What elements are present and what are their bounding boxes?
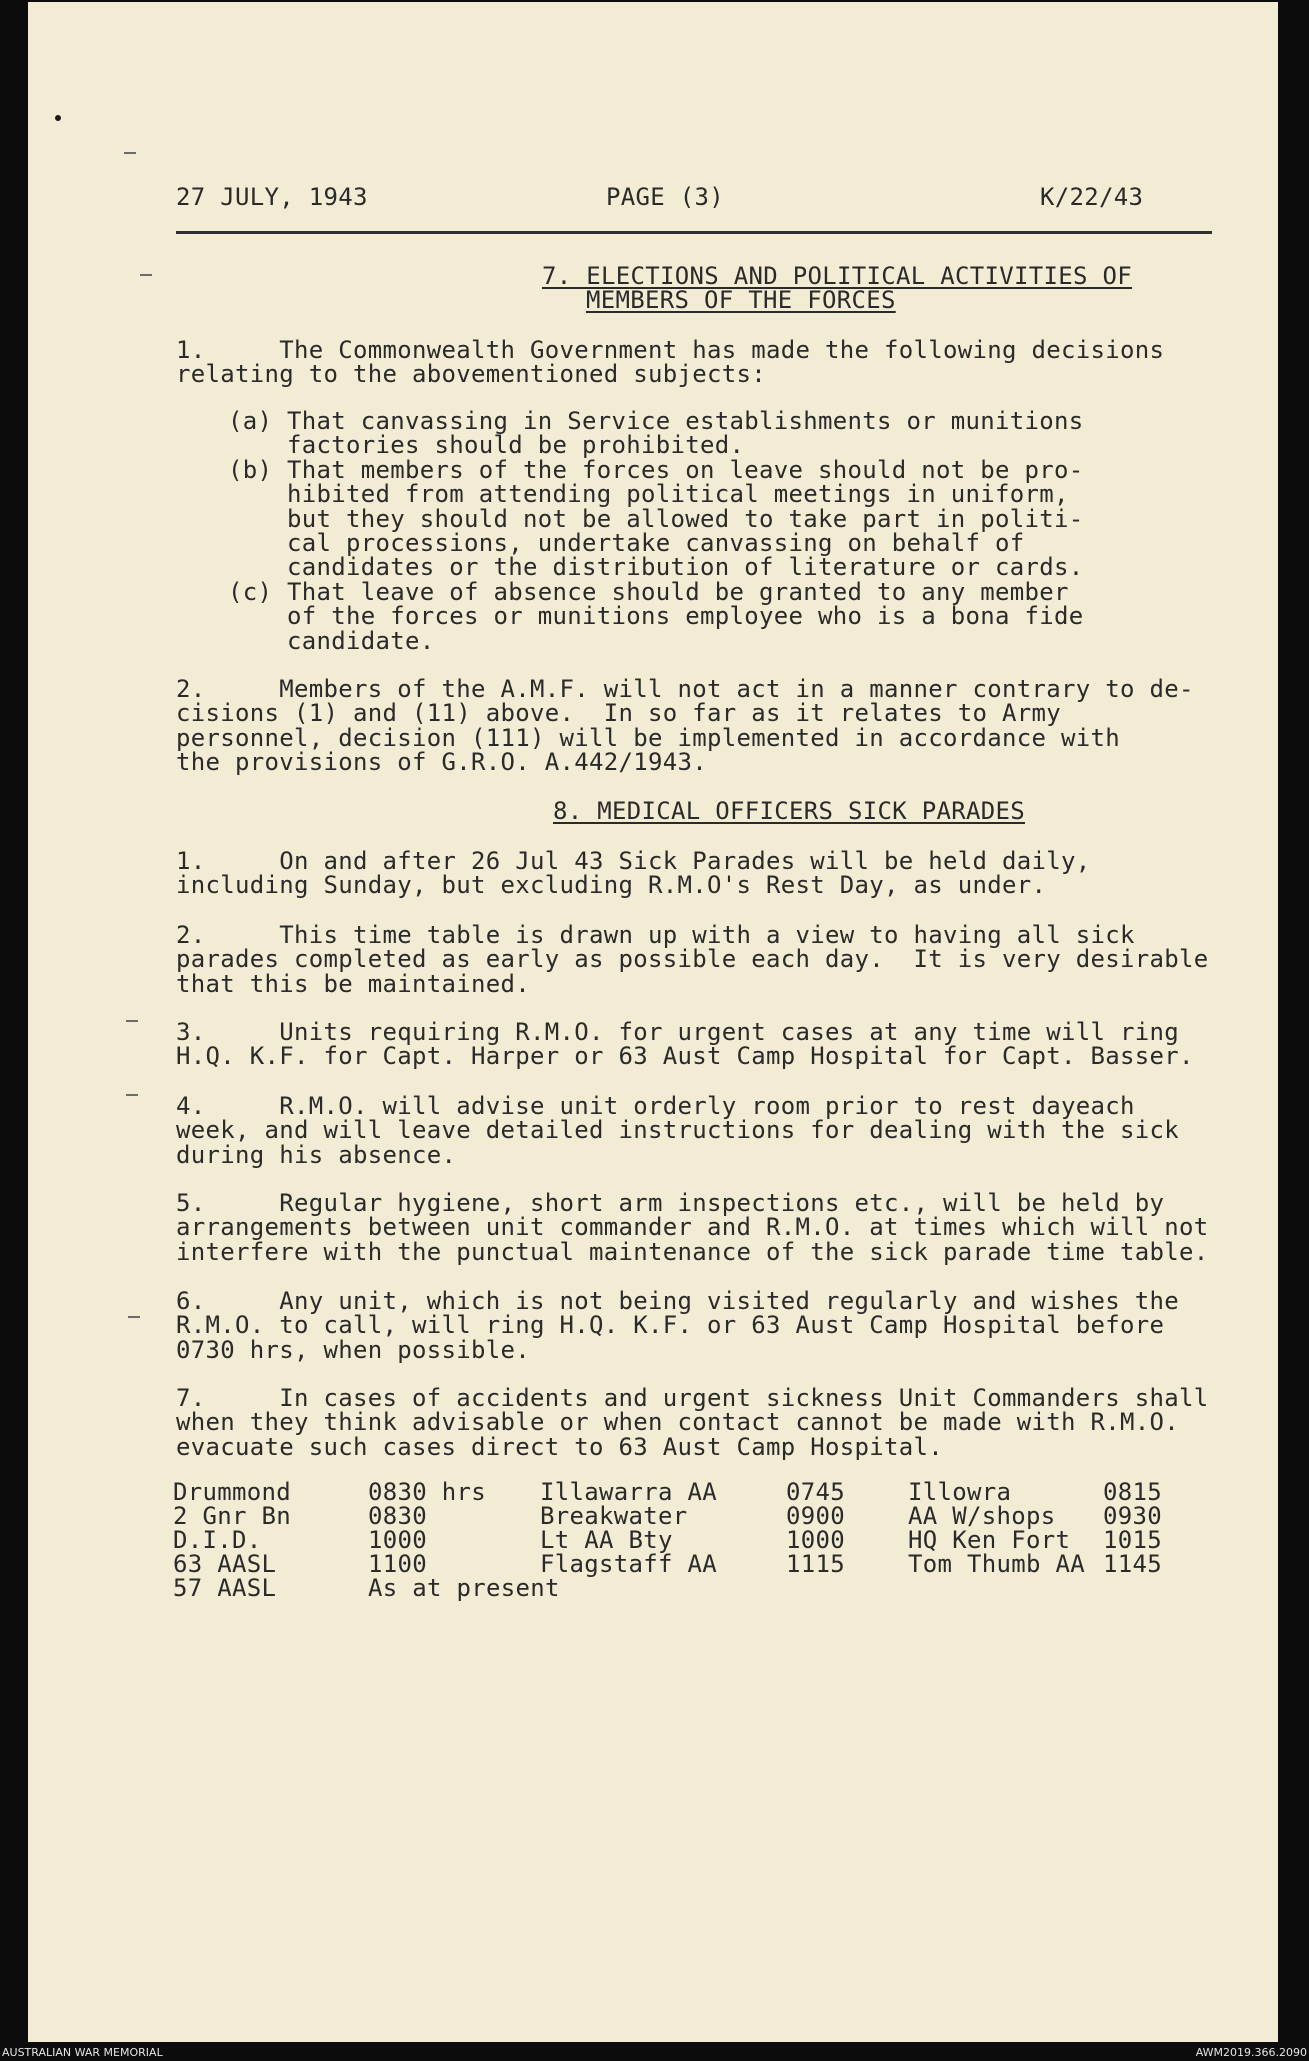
schedule-unit: Flagstaff AA: [540, 1550, 717, 1578]
text-line: candidate.: [228, 626, 435, 655]
text-line: of the forces or munitions employee who is a bona fide: [228, 602, 1084, 631]
schedule-time: 0900: [786, 1502, 845, 1530]
text-line: hibited from attending political meetings in uniform,: [228, 480, 1069, 509]
schedule-time: 1145: [1103, 1550, 1162, 1578]
schedule-unit: Drummond: [173, 1478, 291, 1506]
text-line: cal processions, undertake canvassing on behalf of: [228, 528, 1025, 557]
text-line: candidates or the distribution of literature or cards.: [228, 553, 1084, 582]
schedule-unit: D.I.D.: [173, 1526, 262, 1554]
schedule-unit: Lt AA Bty: [540, 1526, 673, 1554]
text-line: factories should be prohibited.: [228, 431, 745, 460]
text-line: during his absence.: [176, 1140, 457, 1169]
schedule-time: 1115: [786, 1550, 845, 1578]
text-line: 1. On and after 26 Jul 43 Sick Parades will be held daily,: [176, 847, 1091, 875]
text-line: (a) That canvassing in Service establishments or munitions: [228, 407, 1084, 435]
text-line: parades completed as early as possible each day. It is very desirable: [176, 945, 1209, 974]
schedule-unit: HQ Ken Fort: [908, 1526, 1071, 1554]
schedule-unit: Illowra: [908, 1478, 1012, 1506]
section7-title-line1: 7. ELECTIONS AND POLITICAL ACTIVITIES OF: [542, 262, 1132, 290]
text-line: 4. R.M.O. will advise unit orderly room prior to rest dayeach: [176, 1092, 1135, 1120]
text-line: 1. The Commonwealth Government has made the following decisions: [176, 336, 1165, 364]
text-line: arrangements between unit commander and R.M.O. at times which will not: [176, 1213, 1209, 1242]
footer-accession-number: AWM2019.366.2090: [1195, 2046, 1307, 2059]
text-line: week, and will leave detailed instructions for dealing with the sick: [176, 1116, 1179, 1145]
ink-spot: [55, 115, 61, 121]
schedule-time: 1015: [1103, 1526, 1162, 1554]
schedule-time: 0815: [1103, 1478, 1162, 1506]
text-line: 2. This time table is drawn up with a view to having all sick: [176, 921, 1135, 949]
margin-mark: [126, 1094, 138, 1096]
text-line: (b) That members of the forces on leave should not be pro-: [228, 456, 1084, 484]
schedule-time: 1000: [368, 1526, 427, 1554]
text-line: the provisions of G.R.O. A.442/1943.: [176, 747, 707, 776]
schedule-unit: Breakwater: [540, 1502, 688, 1530]
text-line: 0730 hrs, when possible.: [176, 1335, 530, 1364]
header-date: 27 JULY, 1943: [176, 183, 368, 211]
schedule-time: 0830 hrs: [368, 1478, 486, 1506]
margin-mark: [126, 1020, 138, 1022]
text-line: including Sunday, but excluding R.M.O's Rest Day, as under.: [176, 871, 1047, 900]
text-line: when they think advisable or when contact cannot be made with R.M.O.: [176, 1408, 1179, 1437]
text-line: but they should not be allowed to take part in politi-: [228, 504, 1084, 533]
margin-mark: [128, 1316, 140, 1318]
margin-mark: [140, 274, 152, 276]
text-line: cisions (1) and (11) above. In so far as it relates to Army: [176, 699, 1061, 728]
schedule-time: 1000: [786, 1526, 845, 1554]
document-page: [28, 2, 1278, 2042]
text-line: personnel, decision (111) will be implemented in accordance with: [176, 723, 1120, 752]
text-line: interfere with the punctual maintenance of the sick parade time table.: [176, 1237, 1209, 1266]
text-line: 5. Regular hygiene, short arm inspections etc., will be held by: [176, 1189, 1165, 1217]
header-rule: [176, 231, 1212, 234]
text-line: evacuate such cases direct to 63 Aust Camp Hospital.: [176, 1432, 943, 1461]
schedule-time: 0930: [1103, 1502, 1162, 1530]
schedule-time: 1100: [368, 1550, 427, 1578]
text-line: H.Q. K.F. for Capt. Harper or 63 Aust Camp Hospital for Capt. Basser.: [176, 1042, 1194, 1071]
text-line: R.M.O. to call, will ring H.Q. K.F. or 63 Aust Camp Hospital before: [176, 1311, 1165, 1340]
text-line: 7. In cases of accidents and urgent sickness Unit Commanders shall: [176, 1384, 1209, 1412]
margin-mark: [124, 152, 136, 154]
schedule-unit: Tom Thumb AA: [908, 1550, 1085, 1578]
text-line: (c) That leave of absence should be granted to any member: [228, 578, 1069, 606]
text-line: relating to the abovementioned subjects:: [176, 360, 766, 389]
schedule-unit: AA W/shops: [908, 1502, 1056, 1530]
schedule-time: 0830: [368, 1502, 427, 1530]
schedule-time: As at present: [368, 1574, 560, 1602]
text-line: 6. Any unit, which is not being visited regularly and wishes the: [176, 1287, 1179, 1315]
footer-institution: AUSTRALIAN WAR MEMORIAL: [2, 2046, 163, 2059]
section7-title-line2: MEMBERS OF THE FORCES: [586, 286, 896, 314]
section8-title: 8. MEDICAL OFFICERS SICK PARADES: [553, 797, 1025, 825]
schedule-unit: 2 Gnr Bn: [173, 1502, 291, 1530]
schedule-unit: Illawarra AA: [540, 1478, 717, 1506]
text-line: that this be maintained.: [176, 969, 530, 998]
text-line: 2. Members of the A.M.F. will not act in a manner contrary to de-: [176, 675, 1194, 703]
schedule-time: 0745: [786, 1478, 845, 1506]
schedule-unit: 63 AASL: [173, 1550, 277, 1578]
schedule-unit: 57 AASL: [173, 1574, 277, 1602]
header-page-number: PAGE (3): [606, 183, 724, 211]
text-line: 3. Units requiring R.M.O. for urgent cases at any time will ring: [176, 1018, 1179, 1046]
header-reference: K/22/43: [1040, 183, 1144, 211]
